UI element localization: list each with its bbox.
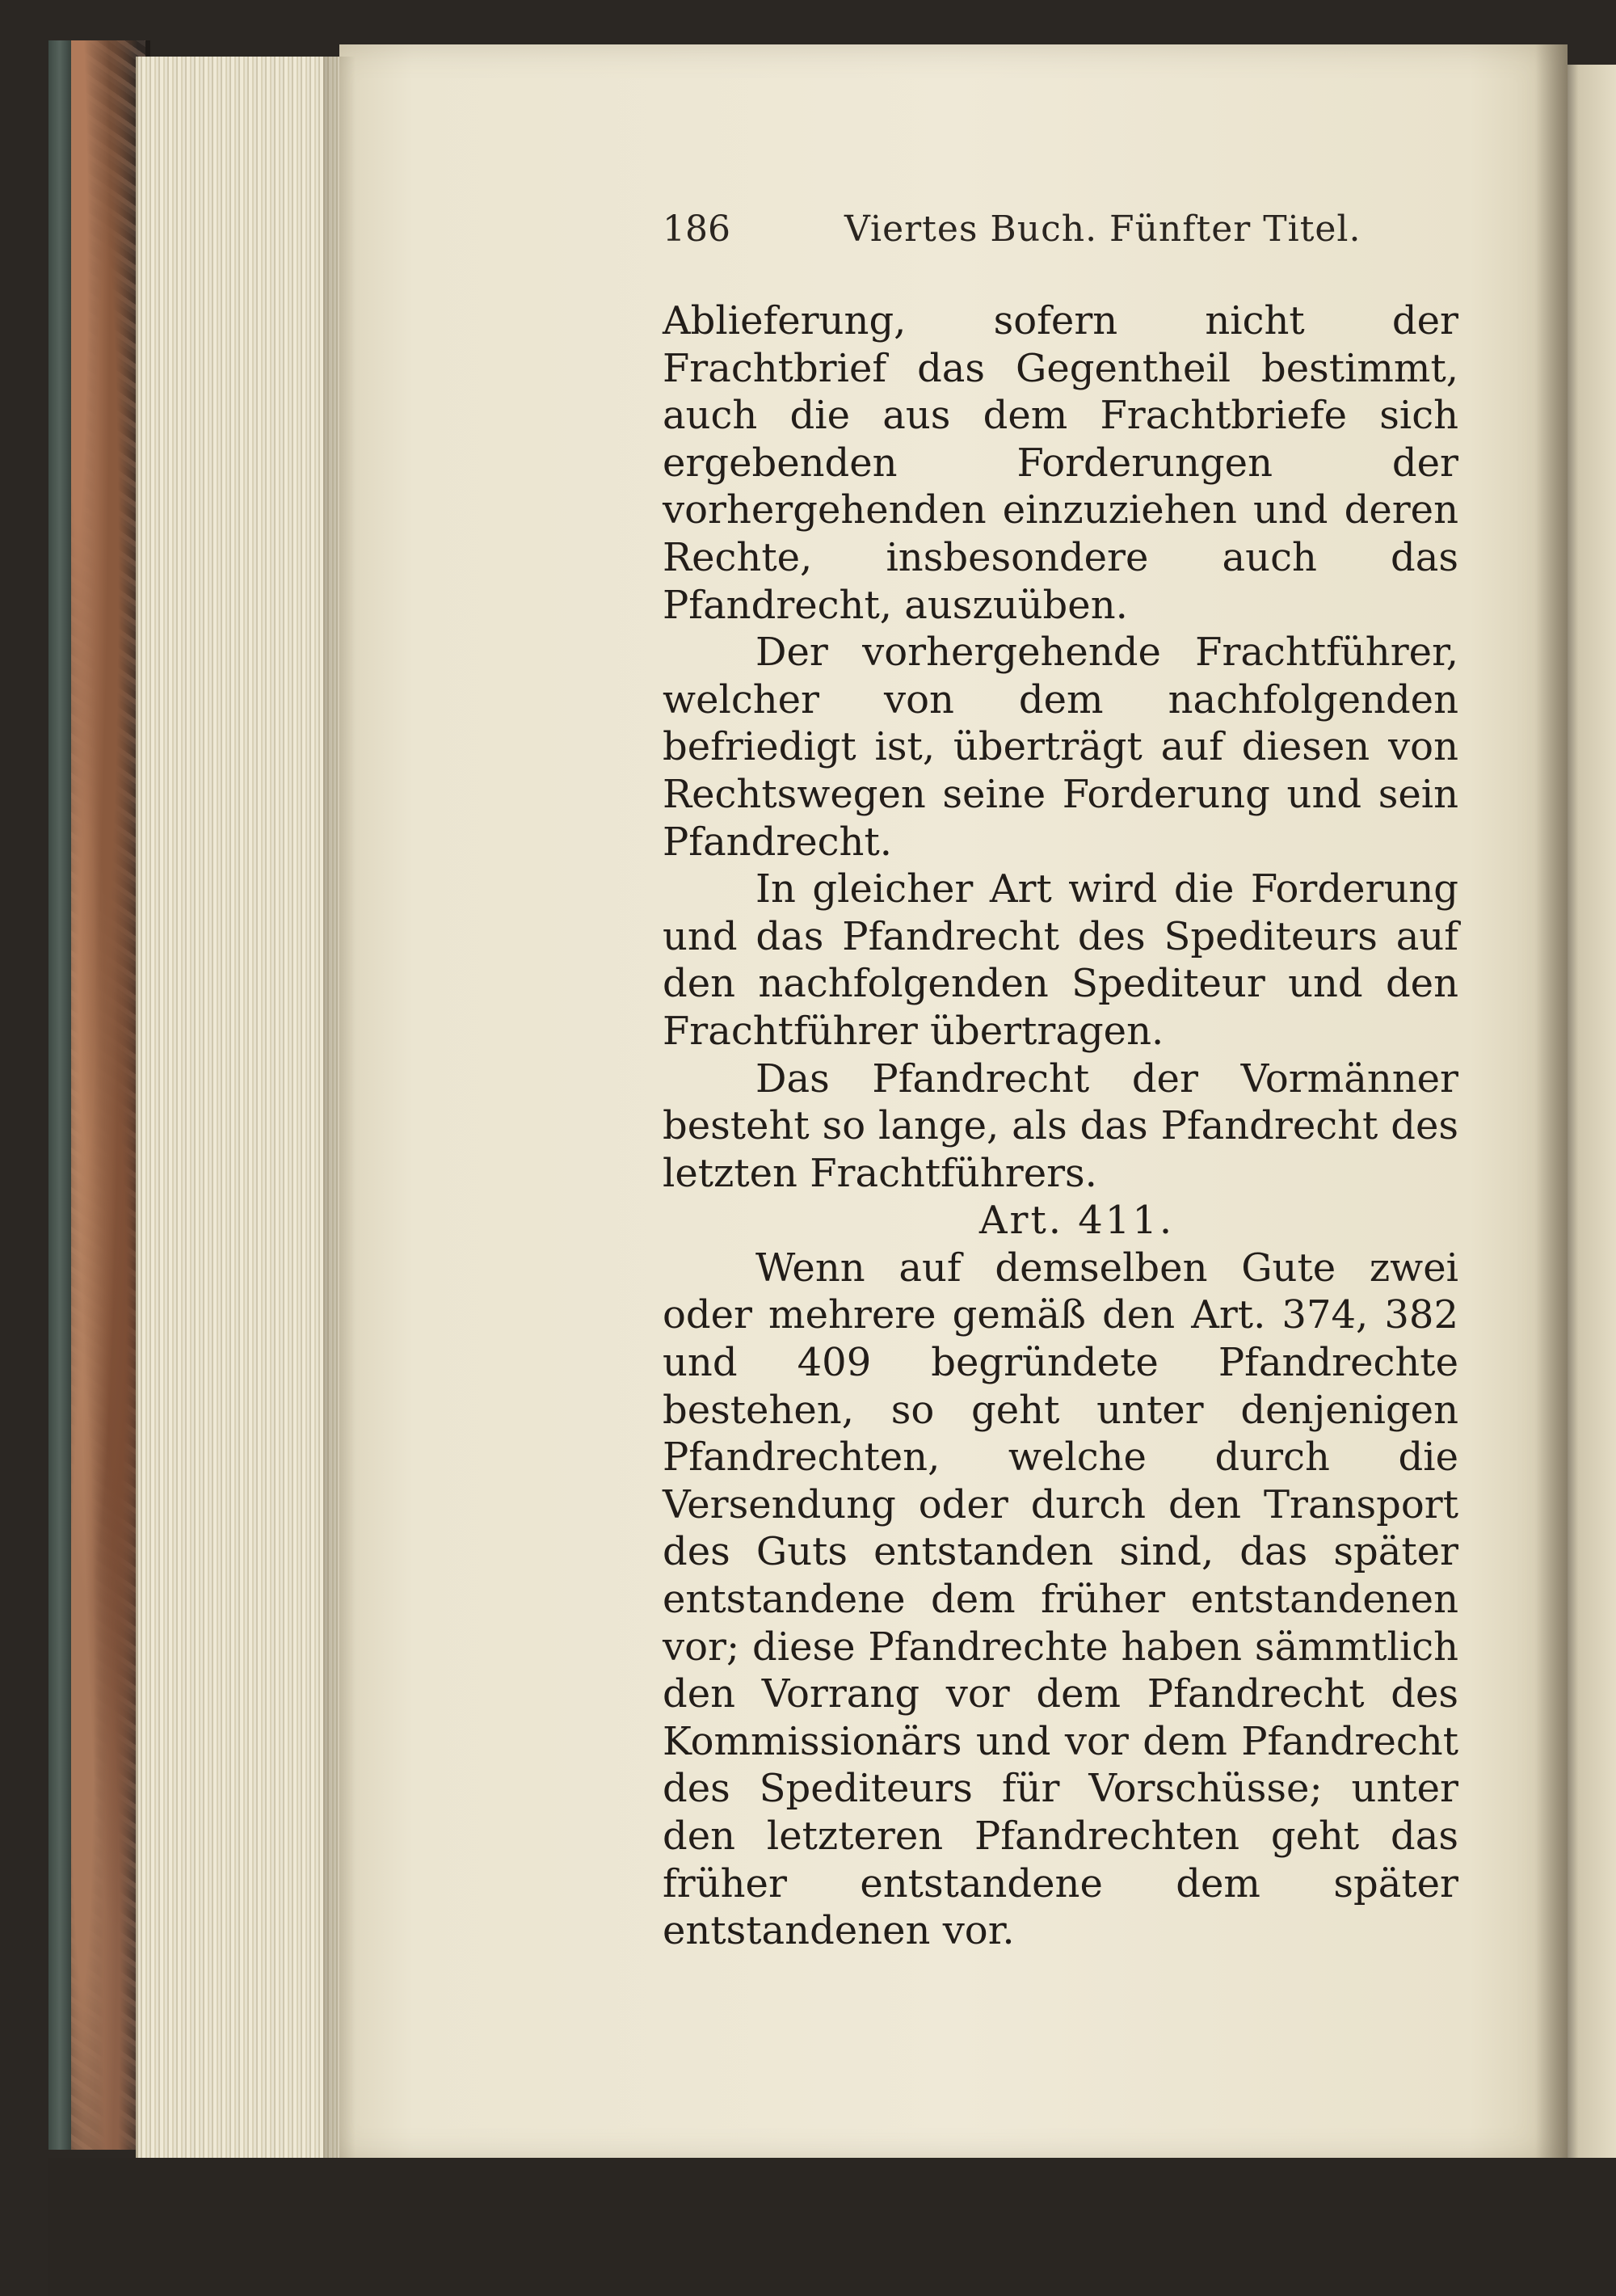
body-text	[663, 297, 1458, 1955]
running-header	[663, 209, 1361, 265]
background-bottom	[48, 2158, 1616, 2296]
page-edges	[136, 57, 348, 2158]
paragraph-continuation: Ablieferung, sofern nicht der Frachtbrief das Gegentheil bestimmt, auch die aus dem Frachtbriefe sich ergebenden Forderungen der vorhergehenden einzuziehen und deren Rechte, insbesondere auch das Pfandrecht, auszuüben.	[663, 298, 1458, 628]
page-number: 186	[663, 209, 730, 250]
running-title: Viertes Buch. Fünfter Titel.	[844, 209, 1361, 250]
paragraph: In gleicher Art wird die Forderung und das Pfandrecht des Spediteurs auf den nachfolgenden Spediteur und den Frachtführer übertragen.	[663, 866, 1458, 1054]
edge-shadow	[323, 57, 356, 2158]
article-paragraph: Wenn auf demselben Gute zwei oder mehrere gemäß den Art. 374, 382 und 409 begründete Pfandrechte bestehen, so geht unter denjenigen Pfandrechten, welche durch die Versendung oder durch den Transport des Guts entstanden sind, das später entstandene dem früher entstandenen vor; diese Pfandrechte haben sämmtlich den Vorrang vor dem Pfandrecht des Kommissionärs und vor dem Pfandrecht des Spediteurs für Vorschüsse; unter den letzteren Pfandrechten geht das früher entstandene dem später entstandenen vor.	[663, 1245, 1458, 1954]
paragraph: Das Pfandrecht der Vormänner besteht so lange, als das Pfandrecht des letzten Frachtführers.	[663, 1055, 1458, 1196]
gutter-shadow	[1535, 44, 1568, 2162]
facing-page-edge	[1566, 65, 1616, 2198]
cover-spine	[48, 40, 71, 2150]
paragraph: Der vorhergehende Frachtführer, welcher von dem nachfolgenden befriedigt ist, überträgt auf diesen von Rechtswegen seine Forderung und sein Pfandrecht.	[663, 630, 1458, 865]
article-heading: Art. 411.	[978, 1198, 1175, 1244]
